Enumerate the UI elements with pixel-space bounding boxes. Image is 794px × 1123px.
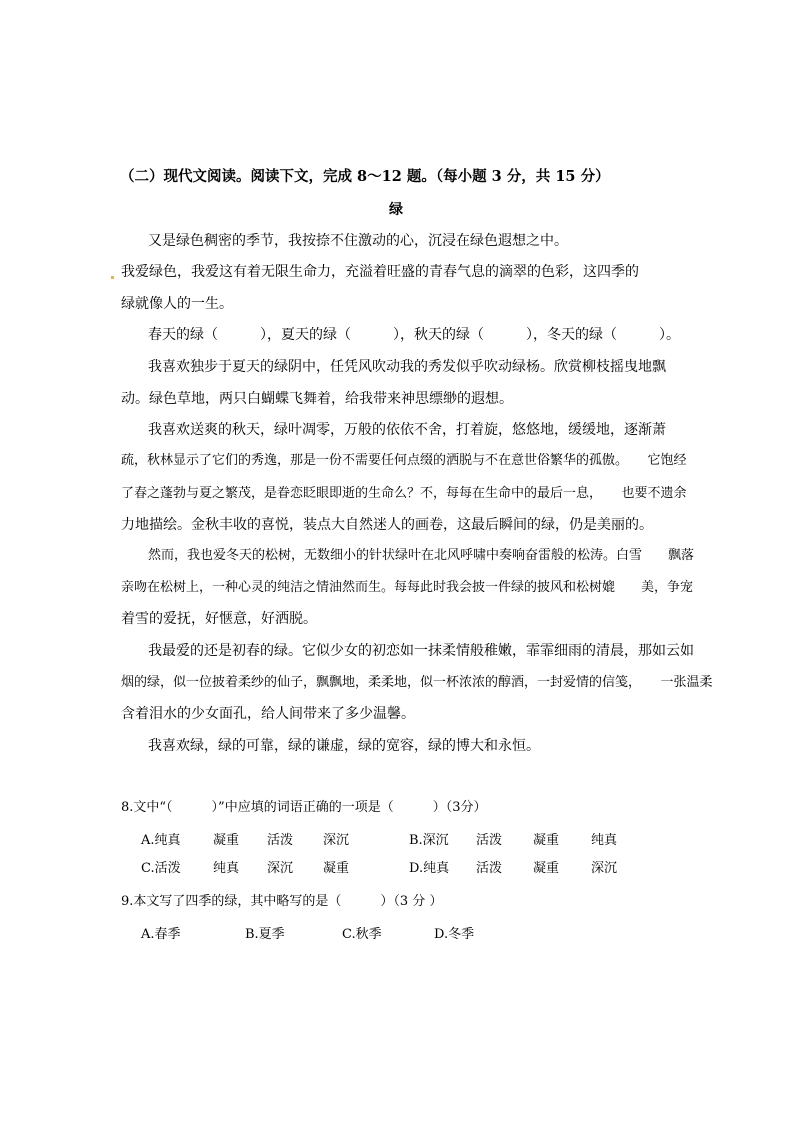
paragraph-5-line-2: 疏，秋林显示了它们的秀逸，那是一份不需要任何点缀的洒脱与不在意世俗繁华的孤傲。 它饱经 xyxy=(121,453,687,468)
q8-option-b-letter: B.深沉 xyxy=(409,833,449,848)
paragraph-1: 又是绿色稠密的季节，我按捺不住激动的心，沉浸在绿色遐想之中。 xyxy=(148,233,568,249)
q8-option-d-letter: D.纯真 xyxy=(409,861,450,876)
q8-option-c-word-2: 深沉 xyxy=(267,861,294,876)
q8-option-b-word-3: 纯真 xyxy=(591,833,618,848)
paragraph-4-line-1: 我喜欢独步于夏天的绿阴中，任凭风吹动我的秀发似乎吹动绿杨。欣赏柳枝摇曳地飘 xyxy=(148,359,666,375)
q8-option-c-word-1: 纯真 xyxy=(213,861,240,876)
paragraph-2-line-1: 我爱绿色，我爱这有着无限生命力，充溢着旺盛的青春气息的滴翠的色彩，这四季的 xyxy=(121,264,639,280)
paragraph-5-line-1: 我喜欢送爽的秋天，绿叶凋零，万般的依依不舍，打着旋，悠悠地，缓缓地，逐渐萧 xyxy=(148,422,666,438)
q8-option-c-letter: C.活泼 xyxy=(141,861,181,876)
q8-option-c-word-3: 凝重 xyxy=(323,861,350,876)
q8-option-a-letter: A.纯真 xyxy=(141,833,181,848)
paragraph-7-line-3: 含着泪水的少女面孔，给人间带来了多少温馨。 xyxy=(121,706,415,722)
paragraph-6-line-1: 然而，我也爱冬天的松树，无数细小的针状绿叶在北风呼啸中奏响奋雷般的松涛。白雪 飘落 xyxy=(148,548,695,563)
q9-option-a: A.春季 xyxy=(141,927,181,942)
section-heading: （二）现代文阅读。阅读下文，完成 8～12 题。（每小题 3 分，共 15 分） xyxy=(120,168,610,185)
paragraph-6-line-2: 亲吻在松树上，一种心灵的纯洁之情油然而生。每每此时我会披一件绿的披风和松树媲 美，争宠 xyxy=(121,580,694,595)
q8-option-a-word-1: 凝重 xyxy=(213,833,240,848)
q8-option-a-word-3: 深沉 xyxy=(323,833,350,848)
q9-option-d: D.冬季 xyxy=(434,927,475,942)
essay-title: 绿 xyxy=(389,202,403,218)
paragraph-3-blanks: 春天的绿（ ），夏天的绿（ ），秋天的绿（ ），冬天的绿（ ）。 xyxy=(148,327,680,343)
q8-option-d-word-2: 凝重 xyxy=(533,861,560,876)
question-8-stem: 8.文中“（ ）”中应填的词语正确的一项是（ ）（3分） xyxy=(121,800,487,815)
paragraph-8: 我喜欢绿，绿的可靠，绿的谦虚，绿的宽容，绿的博大和永恒。 xyxy=(148,738,540,754)
paragraph-5-line-3: 了春之蓬勃与夏之繁茂，是眷恋眨眼即逝的生命么？不，每每在生命中的最后一息， 也要不遗余 xyxy=(121,486,687,501)
paragraph-7-line-1: 我最爱的还是初春的绿。它似少女的初恋如一抹柔情般稚嫩，霏霏细雨的清晨，那如云如 xyxy=(148,643,694,659)
q8-option-b-word-2: 凝重 xyxy=(533,833,560,848)
paragraph-7-line-2: 烟的绿，似一位披着柔纱的仙子，飘飘地，柔柔地，似一杯浓浓的醇酒，一封爱情的信笺， 一张温柔 xyxy=(121,675,713,690)
question-9-stem: 9.本文写了四季的绿，其中略写的是（ ）（3 分 ） xyxy=(121,894,443,909)
paragraph-2-line-2: 绿就像人的一生。 xyxy=(121,296,233,312)
q8-option-b-word-1: 活泼 xyxy=(476,833,503,848)
margin-mark xyxy=(111,276,114,279)
q8-option-d-word-3: 深沉 xyxy=(591,861,618,876)
q8-option-a-word-2: 活泼 xyxy=(267,833,294,848)
q8-option-d-word-1: 活泼 xyxy=(476,861,503,876)
paragraph-6-line-3: 着雪的爱抚，好惬意，好洒脱。 xyxy=(121,611,317,627)
paragraph-4-line-2: 动。绿色草地，两只白蝴蝶飞舞着，给我带来神思缥缈的遐想。 xyxy=(121,391,513,407)
paragraph-5-line-4: 力地描绘。金秋丰收的喜悦，装点大自然迷人的画卷，这最后瞬间的绿，仍是美丽的。 xyxy=(121,517,653,533)
q9-option-c: C.秋季 xyxy=(342,927,382,942)
q9-option-b: B.夏季 xyxy=(245,927,285,942)
